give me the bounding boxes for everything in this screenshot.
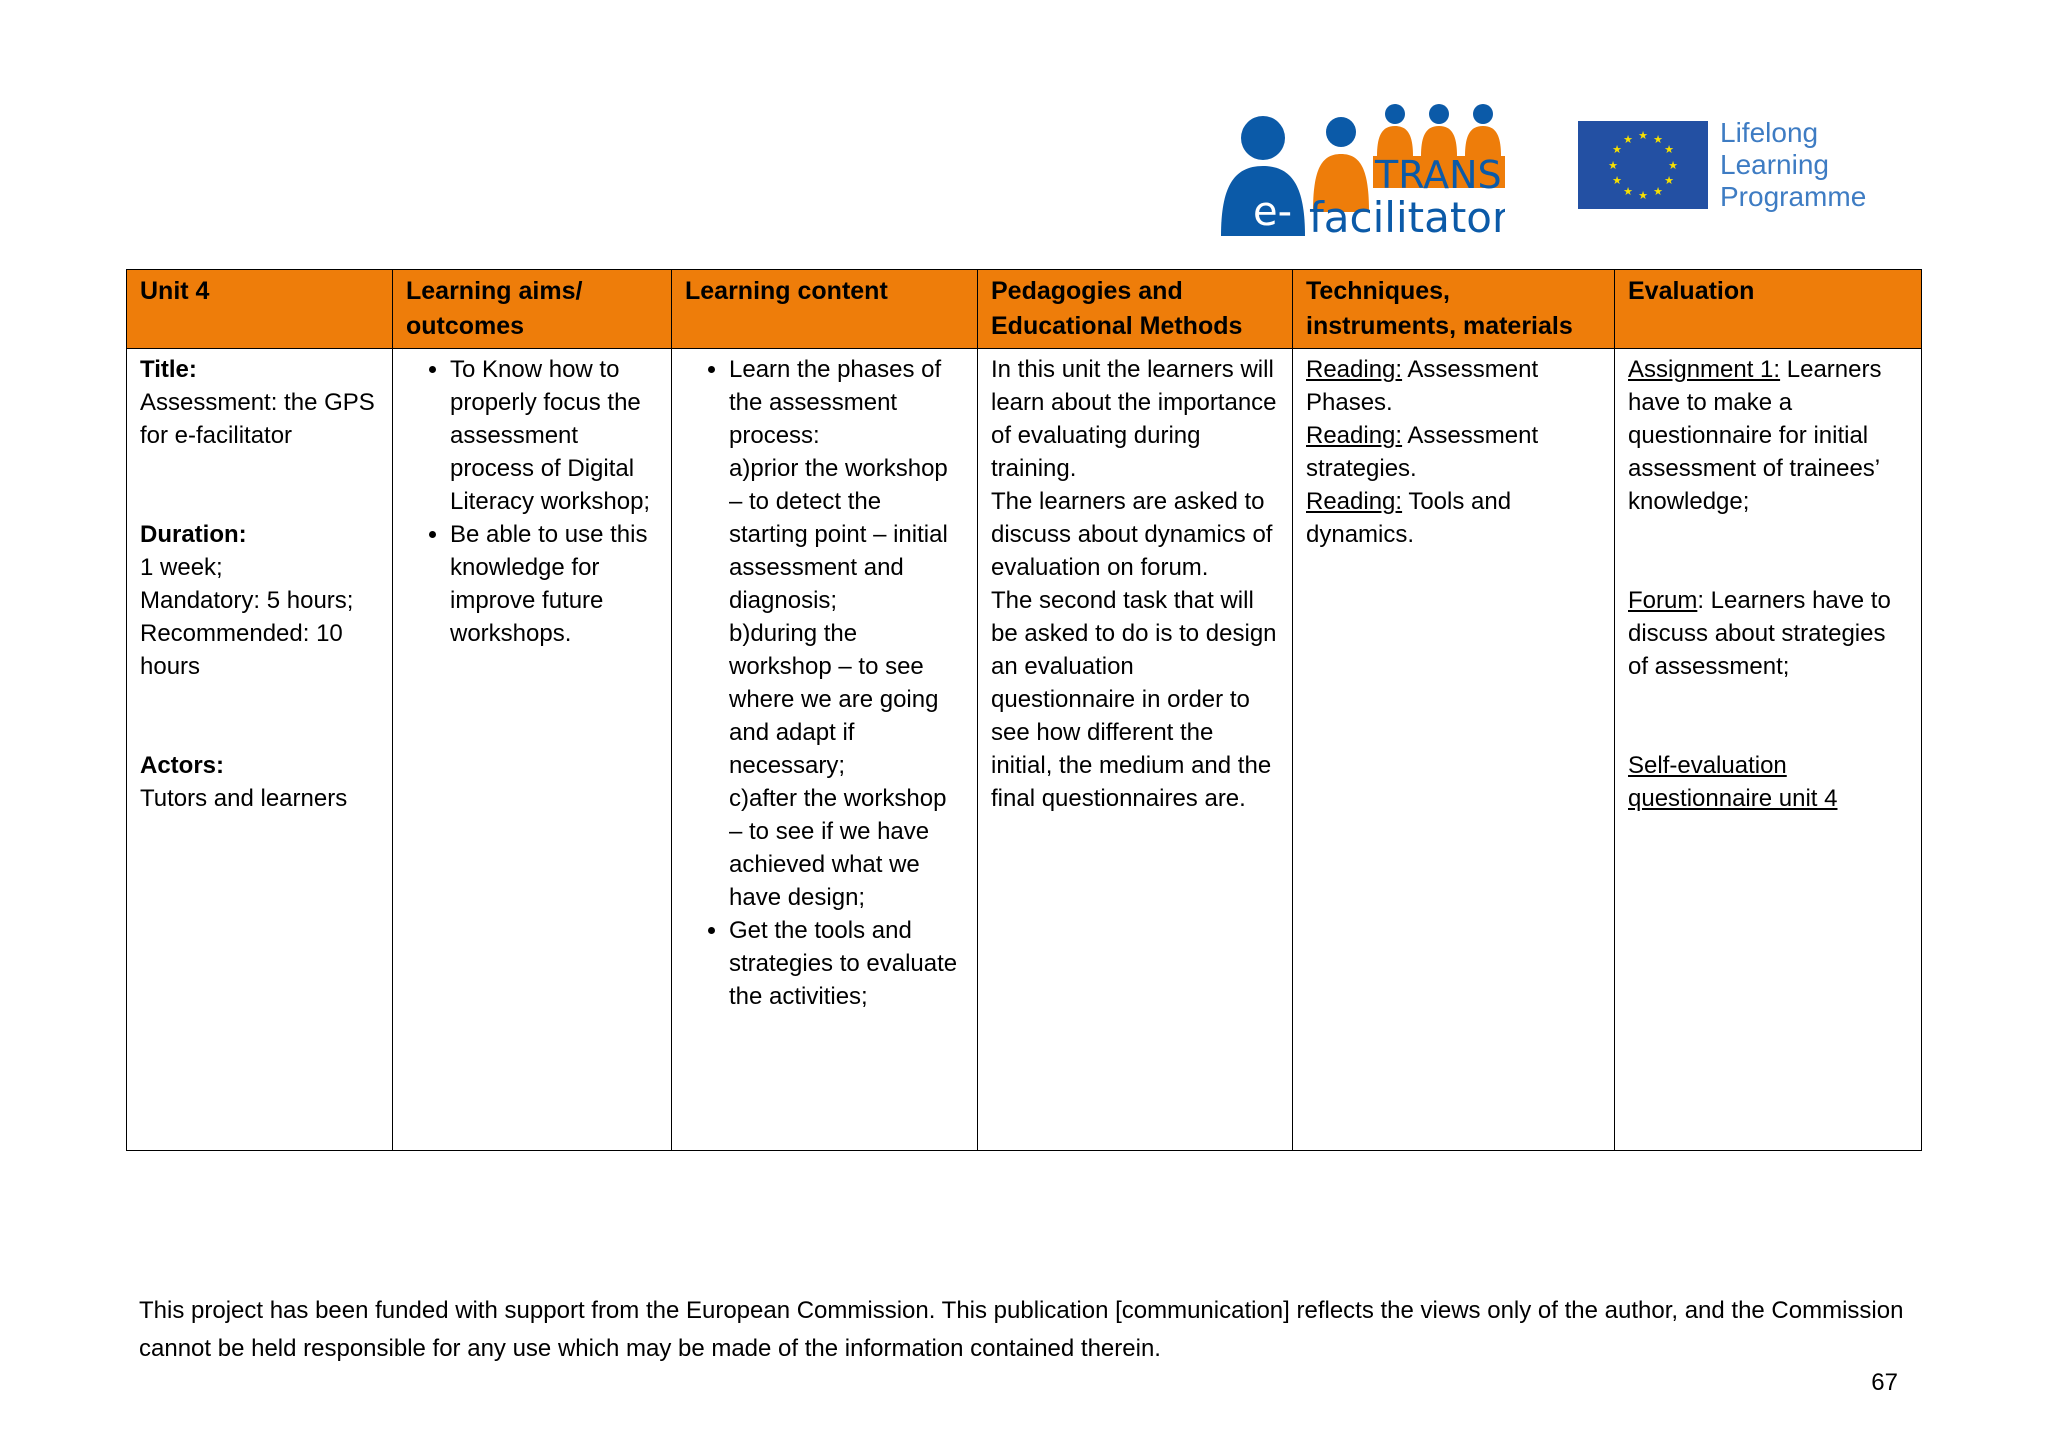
- pedagogy-p2: The learners are asked to discuss about dynamics of evaluation on forum.: [991, 488, 1273, 581]
- page-number: 67: [1871, 1369, 1898, 1396]
- header-unit: Unit 4: [127, 270, 393, 349]
- reading-2-label: Reading:: [1306, 422, 1403, 449]
- aims-list: [406, 353, 658, 650]
- list-item: • To Know how to properly focus the assessment process of Digital Literacy workshop;: [450, 353, 658, 518]
- duration-label: Duration:: [140, 521, 247, 548]
- content-during: b)during the workshop – to see where we are going and adapt if necessary;: [729, 620, 939, 779]
- duration-mandatory: Mandatory: 5 hours;: [140, 587, 354, 614]
- svg-text:★: ★: [1638, 189, 1648, 202]
- list-item: • Get the tools and strategies to evaluate the activities;: [729, 914, 964, 1013]
- content-prior: a)prior the workshop – to detect the starting point – initial assessment and diagnosis;: [729, 455, 948, 614]
- svg-text:★: ★: [1638, 129, 1648, 142]
- reading-1-label: Reading:: [1306, 356, 1403, 383]
- self-evaluation-link: Self-evaluation questionnaire unit 4: [1628, 752, 1838, 812]
- eu-line-3: Programme: [1720, 181, 1867, 212]
- eu-flag-icon: [1578, 121, 1708, 209]
- content-intro: • Learn the phases of the assessment process:: [729, 356, 942, 449]
- cell-learning-content: [672, 349, 978, 1151]
- pedagogy-p1: In this unit the learners will learn about the importance of evaluating during training.: [991, 356, 1277, 482]
- svg-text:★: ★: [1664, 174, 1674, 187]
- forum-label: Forum: [1628, 587, 1698, 614]
- list-item: [729, 353, 964, 914]
- svg-text:★: ★: [1653, 185, 1663, 198]
- table-row: [127, 349, 1922, 1151]
- eu-llp-logo: [1578, 117, 1938, 212]
- header-learning-aims: Learning aims/ outcomes: [393, 270, 672, 349]
- reading-1: [1306, 353, 1601, 419]
- header-learning-content: Learning content: [672, 270, 978, 349]
- unit-table: [126, 269, 1922, 1151]
- reading-3-text: Tools and dynamics.: [1306, 488, 1512, 548]
- trans-efacilitator-logo: [1213, 100, 1505, 240]
- cell-learning-aims: [393, 349, 672, 1151]
- reading-2-text: Assessment strategies.: [1306, 422, 1539, 482]
- svg-text:★: ★: [1623, 185, 1633, 198]
- reading-2: [1306, 419, 1601, 485]
- reading-3: [1306, 485, 1601, 551]
- efac-prefix: e-: [1253, 189, 1293, 235]
- funding-disclaimer: This project has been funded with support from the European Commission. This publication [communication] reflects the views only of the author, and the Commission cannot be held responsible for any use which may be made of the information contained therein.: [139, 1297, 1904, 1362]
- svg-text:★: ★: [1608, 159, 1618, 172]
- forum-task: [1628, 584, 1908, 683]
- cell-techniques: [1293, 349, 1615, 1151]
- actors-label: Actors:: [140, 752, 225, 779]
- svg-text:★: ★: [1612, 143, 1622, 156]
- reading-3-label: Reading:: [1306, 488, 1403, 515]
- header-techniques: Techniques, instruments, materials: [1293, 270, 1615, 349]
- content-after: c)after the workshop – to see if we have achieved what we have design;: [729, 785, 947, 911]
- header-pedagogies: Pedagogies and Educational Methods: [978, 270, 1293, 349]
- content-list: [685, 353, 964, 1013]
- eu-line-2: Learning: [1720, 149, 1829, 180]
- pedagogy-p3: The second task that will be asked to do is to design an evaluation questionnaire in order to see how different the initial, the medium and the final questionnaires are.: [991, 587, 1277, 812]
- svg-text:★: ★: [1623, 133, 1633, 146]
- svg-text:★: ★: [1664, 143, 1674, 156]
- actors-value: Tutors and learners: [140, 785, 348, 812]
- list-item: • Be able to use this knowledge for improve future workshops.: [450, 518, 658, 650]
- assignment-1-text: Learners have to make a questionnaire for initial assessment of trainees’ knowledge;: [1628, 356, 1882, 515]
- people-logo-icon: [1213, 100, 1505, 240]
- trans-word: TRANS: [1375, 153, 1502, 197]
- efac-word: facilitator: [1309, 193, 1505, 240]
- eu-line-1: Lifelong: [1720, 117, 1819, 148]
- title-label: Title:: [140, 356, 197, 383]
- svg-text:★: ★: [1653, 133, 1663, 146]
- table-header-row: [127, 270, 1922, 349]
- cell-unit-info: [127, 349, 393, 1151]
- duration-recommended: Recommended: 10 hours: [140, 620, 343, 680]
- duration-week: 1 week;: [140, 554, 223, 581]
- eu-llp-text: [1720, 117, 1866, 213]
- assignment-1-label: Assignment 1:: [1628, 356, 1781, 383]
- cell-evaluation: [1615, 349, 1922, 1151]
- header-evaluation: Evaluation: [1615, 270, 1922, 349]
- forum-text: : Learners have to discuss about strategies of assessment;: [1628, 587, 1891, 680]
- assignment-1: [1628, 353, 1908, 518]
- reading-1-text: Assessment Phases.: [1306, 356, 1539, 416]
- svg-text:★: ★: [1612, 174, 1622, 187]
- title-value: Assessment: the GPS for e-facilitator: [140, 389, 375, 449]
- svg-text:★: ★: [1668, 159, 1678, 172]
- cell-pedagogies: [978, 349, 1293, 1151]
